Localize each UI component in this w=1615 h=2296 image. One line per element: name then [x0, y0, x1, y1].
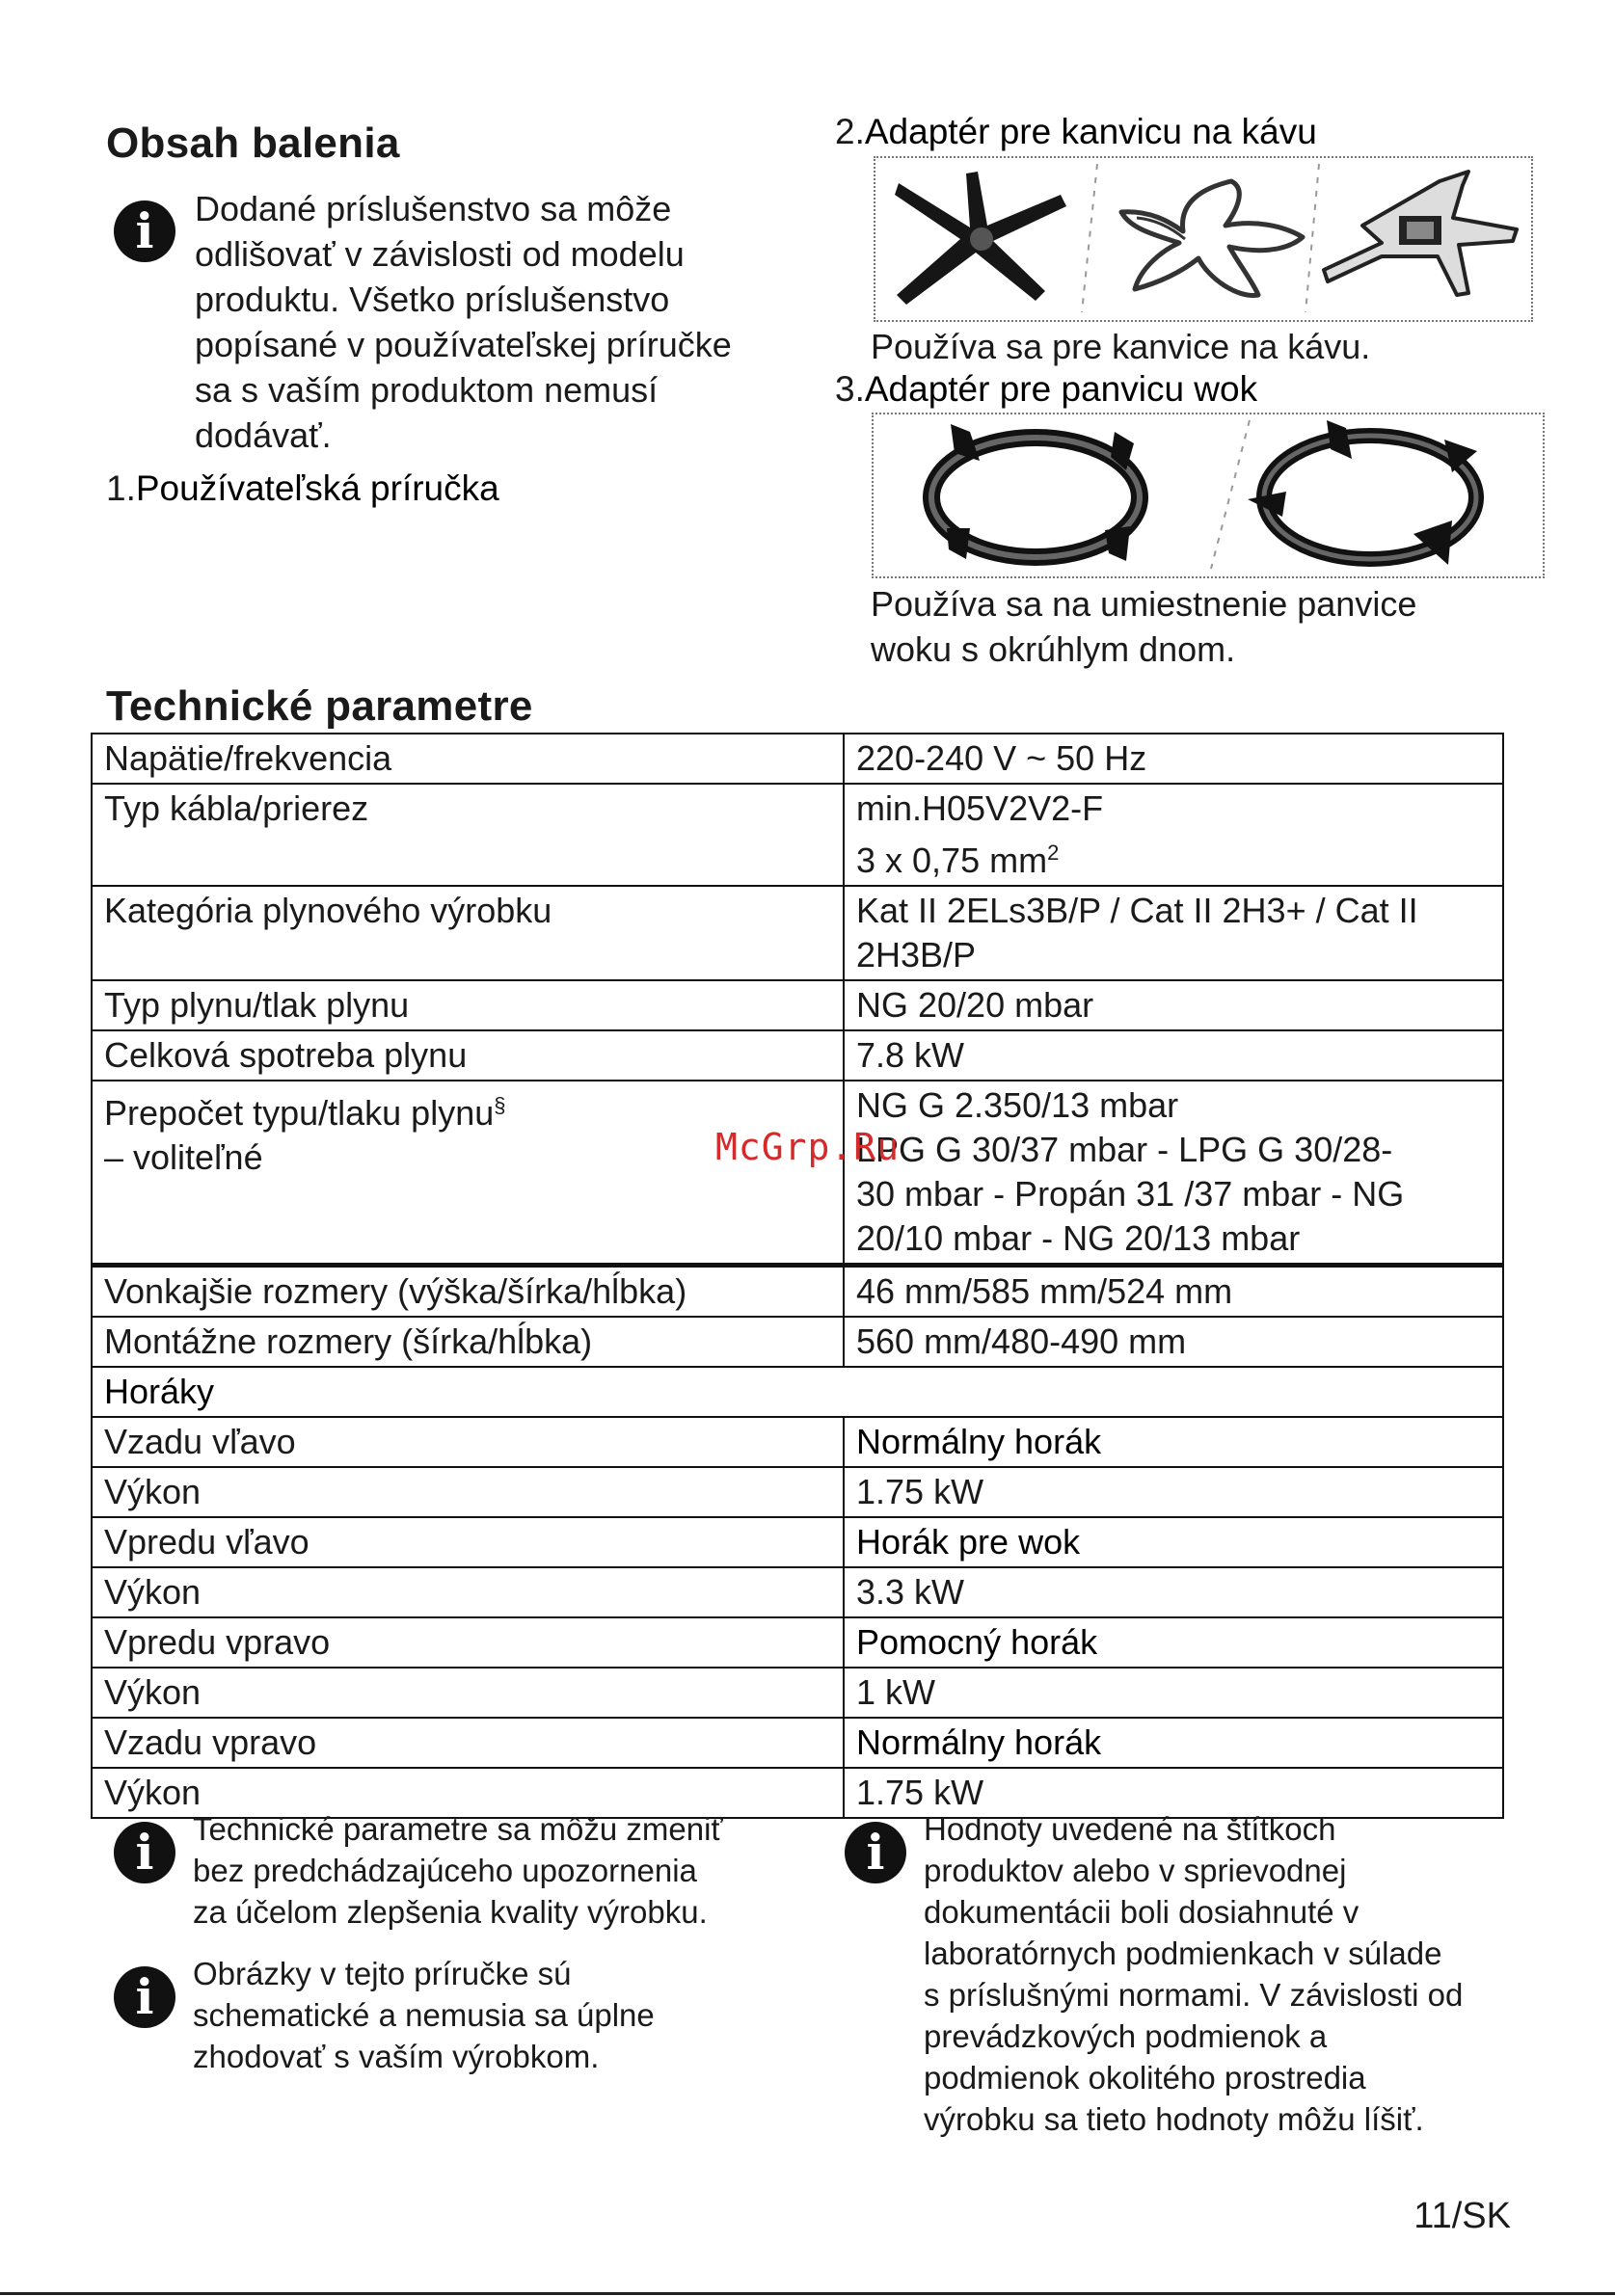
- bottom-divider: [0, 2292, 1615, 2295]
- table-row: [92, 1617, 1503, 1668]
- watermark: McGrp.Ru: [715, 1126, 901, 1168]
- burners-header: Horáky: [92, 1367, 1503, 1417]
- table-row: [92, 734, 1503, 784]
- table-row: [92, 1417, 1503, 1467]
- info-icon: i: [114, 1822, 175, 1883]
- table-row: [92, 1081, 1503, 1266]
- superscript: 2: [1047, 841, 1060, 865]
- spec-value: [844, 886, 1503, 980]
- burner-type: Horák pre wok: [844, 1517, 1503, 1567]
- burner-type: Normálny horák: [844, 1417, 1503, 1467]
- table-row: [92, 886, 1503, 980]
- burner-power: 3.3 kW: [844, 1567, 1503, 1617]
- spec-value-text: 3 x 0,75 mm: [856, 841, 1048, 880]
- info-line: odlišovať v závislosti od modelu: [195, 234, 685, 274]
- spec-value-line: min.H05V2V2-F: [856, 788, 1104, 828]
- spec-value: [844, 1081, 1503, 1266]
- note-line: bez predchádzajúceho upozornenia: [193, 1853, 697, 1888]
- burner-position: Vzadu vpravo: [92, 1718, 844, 1768]
- info-icon: i: [114, 1966, 175, 2028]
- table-row: [92, 1567, 1503, 1617]
- coffee-adapter-caption: Používa sa pre kanvice na kávu.: [871, 327, 1371, 366]
- item-label: Adaptér pre panvicu wok: [864, 369, 1258, 409]
- spec-value-line: [856, 831, 1491, 883]
- wok-adapter-caption: [871, 581, 1416, 672]
- note-line: schematické a nemusia sa úplne: [193, 1997, 655, 2033]
- spec-value-line: NG G 2.350/13 mbar: [856, 1085, 1179, 1125]
- burner-type: Pomocný horák: [844, 1617, 1503, 1668]
- note-line: Hodnoty uvedené na štítkoch: [924, 1811, 1336, 1847]
- package-info-text: [195, 186, 732, 458]
- spec-label: Celková spotreba plynu: [92, 1030, 844, 1081]
- item-user-manual: [106, 468, 499, 509]
- spec-label: Montážne rozmery (šírka/hĺbka): [92, 1317, 844, 1367]
- spec-label-text: Prepočet typu/tlaku plynu: [104, 1093, 495, 1133]
- spec-value: [844, 784, 1503, 886]
- table-row: [92, 980, 1503, 1030]
- note-schematic-images: [193, 1953, 655, 2077]
- burner-power: 1.75 kW: [844, 1768, 1503, 1818]
- wok-adapter-image: [872, 413, 1545, 578]
- spec-value: 220-240 V ~ 50 Hz: [844, 734, 1503, 784]
- note-line: produktov alebo v sprievodnej: [924, 1853, 1347, 1888]
- burner-position: Vpredu vľavo: [92, 1517, 844, 1567]
- spec-value-line: 20/10 mbar - NG 20/13 mbar: [856, 1218, 1301, 1258]
- burner-power-label: Výkon: [92, 1768, 844, 1818]
- table-row: [92, 1517, 1503, 1567]
- spec-label: Kategória plynového výrobku: [92, 886, 844, 980]
- note-line: laboratórnych podmienkach v súlade: [924, 1936, 1442, 1971]
- note-line: za účelom zlepšenia kvality výrobku.: [193, 1894, 708, 1930]
- package-title: Obsah balenia: [106, 120, 400, 167]
- info-line: sa s vaším produktom nemusí: [195, 370, 659, 410]
- info-icon: i: [114, 200, 175, 262]
- wok-ring-left: [931, 424, 1140, 561]
- info-line: Dodané príslušenstvo sa môže: [195, 189, 672, 228]
- table-row: [92, 1030, 1503, 1081]
- item-label: Používateľská príručka: [135, 468, 499, 508]
- spec-label: Vonkajšie rozmery (výška/šírka/hĺbka): [92, 1266, 844, 1318]
- superscript: §: [494, 1093, 506, 1117]
- note-line: Technické parametre sa môžu zmeniť: [193, 1811, 723, 1847]
- note-line: zhodovať s vaším výrobkom.: [193, 2039, 600, 2074]
- burner-power: 1 kW: [844, 1668, 1503, 1718]
- table-row: [92, 1467, 1503, 1517]
- table-row: [92, 1668, 1503, 1718]
- note-line: prevádzkových podmienok a: [924, 2018, 1328, 2054]
- coffee-adapter-framed: [1324, 172, 1517, 295]
- burner-power: 1.75 kW: [844, 1467, 1503, 1517]
- spec-value: 7.8 kW: [844, 1030, 1503, 1081]
- note-line: Obrázky v tejto príručke sú: [193, 1956, 572, 1991]
- note-specs-change: [193, 1808, 723, 1933]
- spec-value-line: Kat II 2ELs3B/P / Cat II 2H3+ / Cat II: [856, 891, 1418, 930]
- spec-value-line: LPG G 30/37 mbar - LPG G 30/28-: [856, 1130, 1393, 1169]
- item-coffee-adapter: [835, 112, 1317, 152]
- spec-value: 46 mm/585 mm/524 mm: [844, 1266, 1503, 1318]
- burner-type: Normálny horák: [844, 1718, 1503, 1768]
- spec-label: Typ kábla/prierez: [92, 784, 844, 886]
- burner-position: Vzadu vľavo: [92, 1417, 844, 1467]
- burner-power-label: Výkon: [92, 1567, 844, 1617]
- table-row: [92, 1718, 1503, 1768]
- table-row: [92, 1266, 1503, 1318]
- page-number: 11/SK: [1413, 2196, 1511, 2236]
- table-row: [92, 1317, 1503, 1367]
- item-number: 3.: [835, 369, 865, 409]
- burner-position: Vpredu vpravo: [92, 1617, 844, 1668]
- note-line: podmienok okolitého prostredia: [924, 2060, 1366, 2096]
- spec-label: [92, 1081, 844, 1266]
- note-line: výrobku sa tieto hodnoty môžu líšiť.: [924, 2101, 1424, 2137]
- item-number: 2.: [835, 112, 865, 151]
- burner-power-label: Výkon: [92, 1467, 844, 1517]
- caption-line: woku s okrúhlym dnom.: [871, 629, 1236, 669]
- info-line: dodávať.: [195, 415, 332, 455]
- spec-value: 560 mm/480-490 mm: [844, 1317, 1503, 1367]
- table-row: [92, 1367, 1503, 1417]
- burner-power-label: Výkon: [92, 1668, 844, 1718]
- note-line: s príslušnými normami. V závislosti od: [924, 1977, 1464, 2013]
- note-lab-values: [924, 1808, 1463, 2140]
- spec-value-line: 30 mbar - Propán 31 /37 mbar - NG: [856, 1174, 1405, 1214]
- coffee-adapter-wire: [1121, 181, 1303, 295]
- item-wok-adapter: [835, 369, 1257, 410]
- wok-adapter-illustration: [874, 414, 1543, 576]
- spec-label: Napätie/frekvencia: [92, 734, 844, 784]
- caption-line: Používa sa na umiestnenie panvice: [871, 584, 1417, 624]
- spec-value-line: 2H3B/P: [856, 935, 977, 974]
- spec-label: Typ plynu/tlak plynu: [92, 980, 844, 1030]
- coffee-adapter-solid: [895, 172, 1066, 305]
- item-label: Adaptér pre kanvicu na kávu: [864, 112, 1317, 151]
- wok-ring-right: [1248, 420, 1477, 565]
- info-line: popísané v používateľskej príručke: [195, 325, 732, 364]
- note-line: dokumentácii boli dosiahnuté v: [924, 1894, 1359, 1930]
- table-row: [92, 784, 1503, 886]
- coffee-adapter-image: [874, 156, 1533, 322]
- spec-value: NG 20/20 mbar: [844, 980, 1503, 1030]
- spec-label-line: – voliteľné: [104, 1137, 263, 1177]
- coffee-adapter-illustration: [875, 158, 1531, 320]
- specs-title: Technické parametre: [106, 682, 533, 730]
- info-icon: i: [845, 1822, 906, 1883]
- item-number: 1.: [106, 468, 136, 508]
- info-line: produktu. Všetko príslušenstvo: [195, 280, 670, 319]
- specs-table: [91, 733, 1504, 1819]
